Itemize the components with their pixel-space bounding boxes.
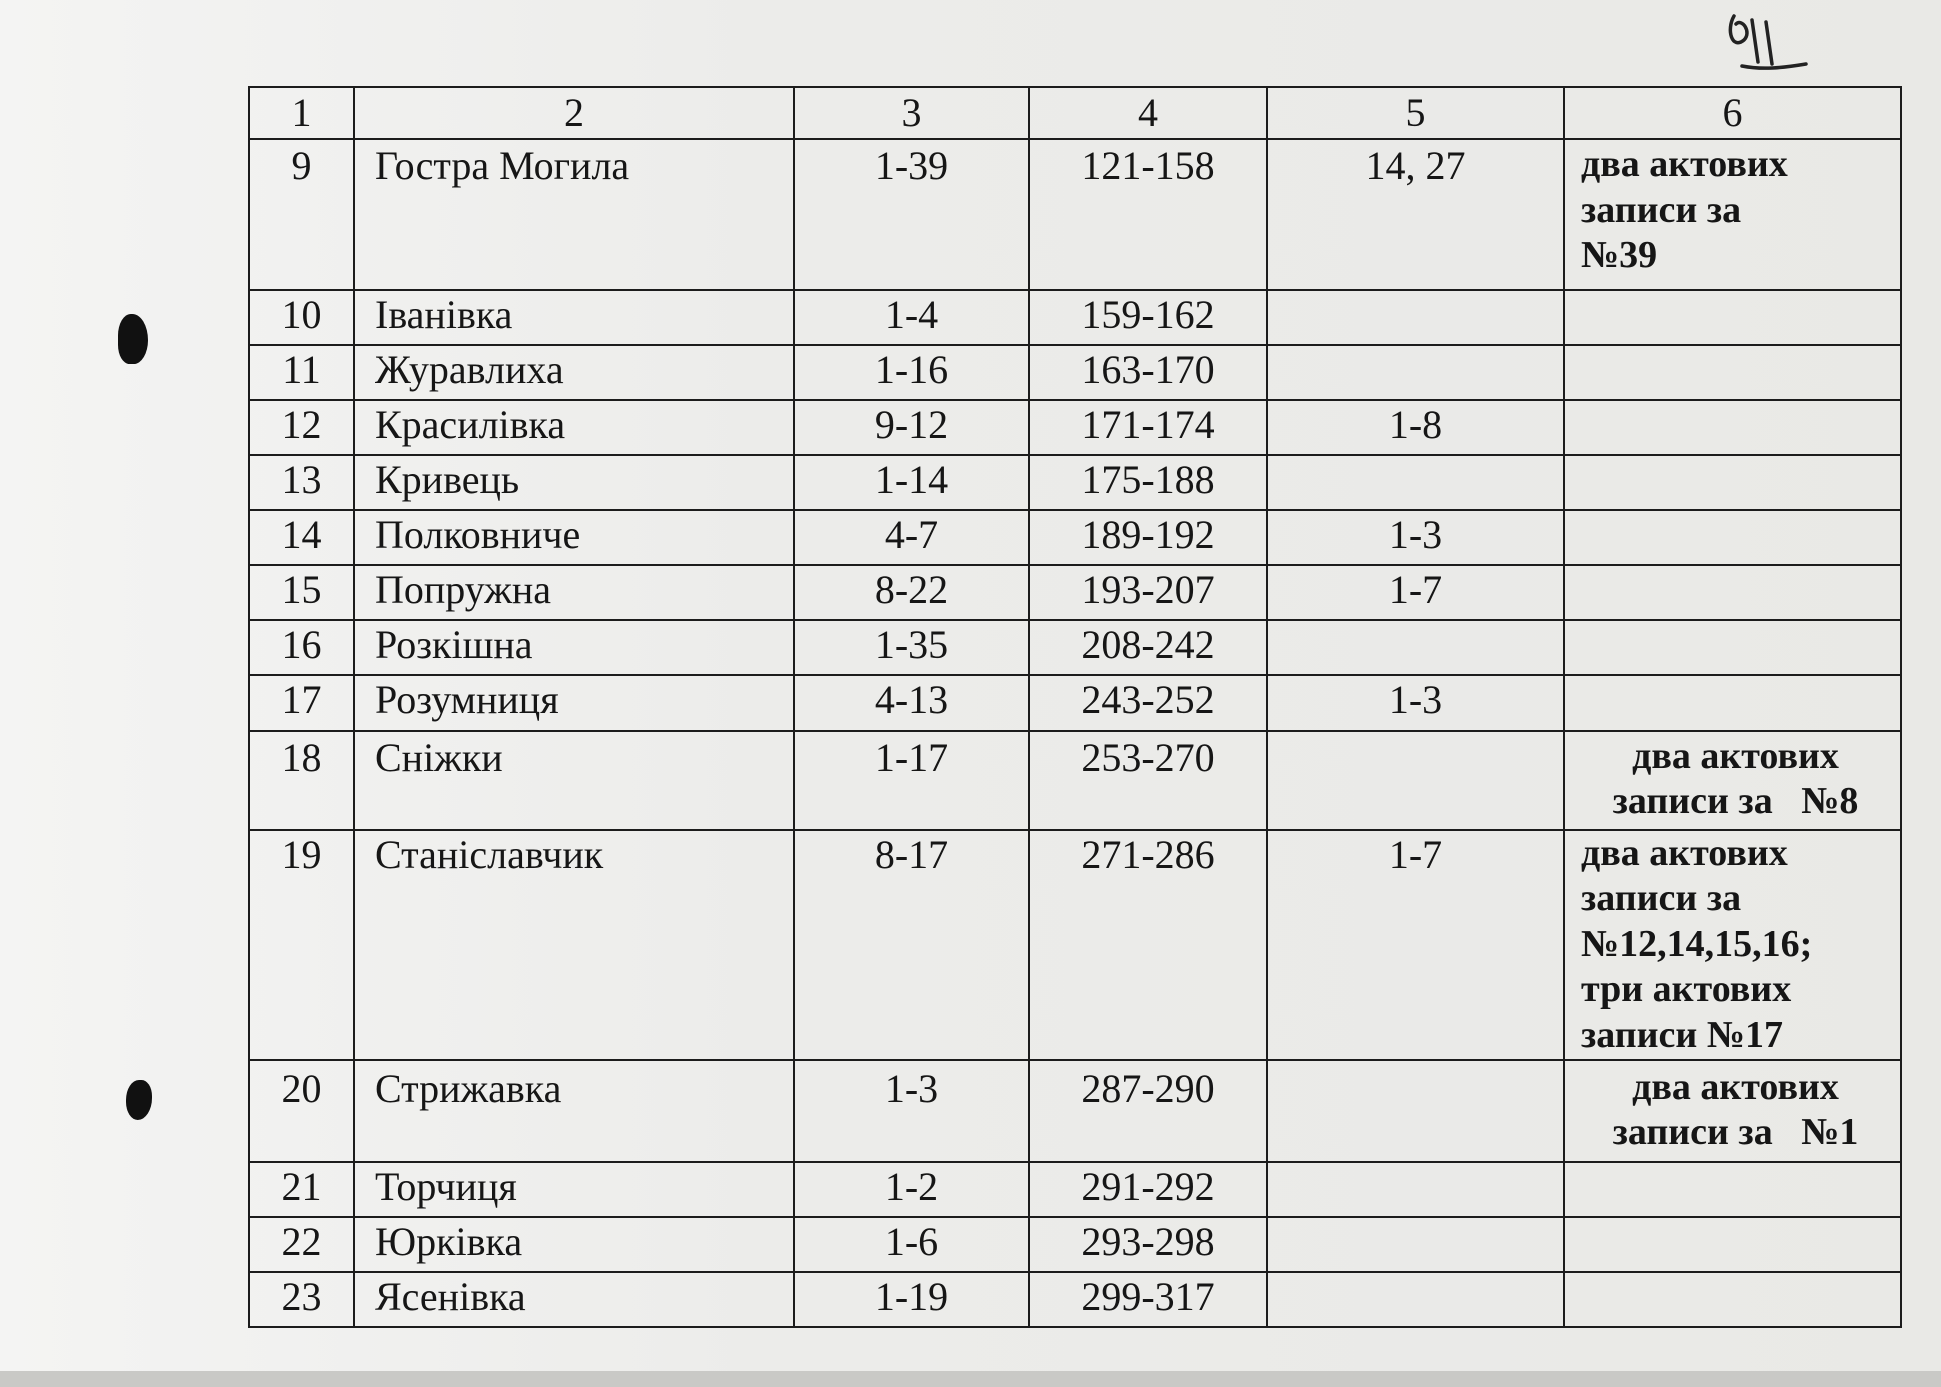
column-header: 4 (1029, 87, 1267, 139)
column-3-cell: 1-35 (794, 620, 1029, 675)
column-4-cell: 253-270 (1029, 731, 1267, 830)
table-row (249, 675, 1901, 730)
column-3-cell: 1-2 (794, 1162, 1029, 1217)
village-name-cell: Станіславчик (354, 830, 794, 1060)
note-cell (1564, 1217, 1901, 1272)
column-3-cell: 4-7 (794, 510, 1029, 565)
table-row (249, 1217, 1901, 1272)
column-3-cell: 1-3 (794, 1060, 1029, 1162)
scan-bottom-edge (0, 1371, 1941, 1387)
row-number-cell: 18 (249, 731, 354, 830)
column-4-cell: 175-188 (1029, 455, 1267, 510)
note-line: №39 (1581, 234, 1658, 277)
village-name-cell: Красилівка (354, 400, 794, 455)
note-line: №12,14,15,16; (1581, 922, 1813, 965)
register-table (248, 86, 1902, 1328)
column-header: 3 (794, 87, 1029, 139)
column-5-cell: 14, 27 (1267, 139, 1564, 290)
village-name-cell: Полковниче (354, 510, 794, 565)
village-name-cell: Журавлиха (354, 345, 794, 400)
column-5-cell: 1-7 (1267, 565, 1564, 620)
row-number-cell: 9 (249, 139, 354, 290)
column-5-cell: 1-3 (1267, 675, 1564, 730)
row-number-cell: 22 (249, 1217, 354, 1272)
column-4-cell: 193-207 (1029, 565, 1267, 620)
table-row (249, 620, 1901, 675)
note-line: три актових (1581, 968, 1792, 1011)
village-name-cell: Попружна (354, 565, 794, 620)
column-3-cell: 1-17 (794, 731, 1029, 830)
village-name-cell: Торчиця (354, 1162, 794, 1217)
note-line: записи за №1 (1612, 1111, 1859, 1154)
column-5-cell: 1-8 (1267, 400, 1564, 455)
row-number-cell: 14 (249, 510, 354, 565)
handwritten-page-number (1722, 10, 1812, 80)
table-row (249, 1272, 1901, 1327)
table-row (249, 731, 1901, 830)
column-5-cell (1267, 1217, 1564, 1272)
row-number-cell: 11 (249, 345, 354, 400)
note-cell (1564, 731, 1901, 830)
column-3-cell: 1-39 (794, 139, 1029, 290)
village-name-cell: Ясенівка (354, 1272, 794, 1327)
column-4-cell: 189-192 (1029, 510, 1267, 565)
note-cell (1564, 510, 1901, 565)
column-5-cell (1267, 731, 1564, 830)
table-row (249, 1060, 1901, 1162)
column-4-cell: 291-292 (1029, 1162, 1267, 1217)
column-header: 5 (1267, 87, 1564, 139)
column-5-cell (1267, 290, 1564, 345)
column-4-cell: 171-174 (1029, 400, 1267, 455)
note-cell (1564, 1272, 1901, 1327)
table-row (249, 1162, 1901, 1217)
column-3-cell: 1-19 (794, 1272, 1029, 1327)
column-header: 2 (354, 87, 794, 139)
village-name-cell: Розумниця (354, 675, 794, 730)
column-3-cell: 1-14 (794, 455, 1029, 510)
note-cell (1564, 565, 1901, 620)
column-5-cell (1267, 455, 1564, 510)
row-number-cell: 10 (249, 290, 354, 345)
row-number-cell: 17 (249, 675, 354, 730)
table-row (249, 455, 1901, 510)
column-5-cell (1267, 1162, 1564, 1217)
column-3-cell: 1-6 (794, 1217, 1029, 1272)
column-4-cell: 159-162 (1029, 290, 1267, 345)
column-4-cell: 299-317 (1029, 1272, 1267, 1327)
column-4-cell: 287-290 (1029, 1060, 1267, 1162)
note-line: два актових (1581, 831, 1788, 874)
column-4-cell: 163-170 (1029, 345, 1267, 400)
note-cell (1564, 400, 1901, 455)
note-line: записи за (1581, 188, 1742, 231)
row-number-cell: 20 (249, 1060, 354, 1162)
note-cell (1564, 830, 1901, 1060)
note-line: два актових (1632, 1065, 1839, 1108)
column-3-cell: 4-13 (794, 675, 1029, 730)
table-row (249, 400, 1901, 455)
column-5-cell: 1-7 (1267, 830, 1564, 1060)
column-5-cell: 1-3 (1267, 510, 1564, 565)
column-4-cell: 293-298 (1029, 1217, 1267, 1272)
punch-hole (118, 314, 148, 364)
note-cell (1564, 620, 1901, 675)
row-number-cell: 13 (249, 455, 354, 510)
column-3-cell: 8-22 (794, 565, 1029, 620)
village-name-cell: Гостра Могила (354, 139, 794, 290)
table-row (249, 565, 1901, 620)
village-name-cell: Кривець (354, 455, 794, 510)
row-number-cell: 16 (249, 620, 354, 675)
note-cell (1564, 455, 1901, 510)
note-line: записи №17 (1581, 1013, 1784, 1056)
table-row (249, 510, 1901, 565)
note-line: записи за №8 (1612, 780, 1859, 823)
village-name-cell: Стрижавка (354, 1060, 794, 1162)
table-row (249, 139, 1901, 290)
village-name-cell: Сніжки (354, 731, 794, 830)
table-row (249, 345, 1901, 400)
table-row (249, 830, 1901, 1060)
row-number-cell: 15 (249, 565, 354, 620)
column-3-cell: 1-16 (794, 345, 1029, 400)
row-number-cell: 23 (249, 1272, 354, 1327)
note-line: записи за (1581, 877, 1742, 920)
table-body (249, 139, 1901, 1327)
column-4-cell: 243-252 (1029, 675, 1267, 730)
table-row (249, 290, 1901, 345)
header-row (249, 87, 1901, 139)
punch-hole (126, 1080, 152, 1120)
row-number-cell: 21 (249, 1162, 354, 1217)
note-line: два актових (1581, 143, 1788, 185)
row-number-cell: 12 (249, 400, 354, 455)
column-3-cell: 9-12 (794, 400, 1029, 455)
note-cell (1564, 139, 1901, 290)
note-cell (1564, 290, 1901, 345)
column-5-cell (1267, 1060, 1564, 1162)
column-header: 6 (1564, 87, 1901, 139)
column-5-cell (1267, 345, 1564, 400)
note-cell (1564, 1060, 1901, 1162)
row-number-cell: 19 (249, 830, 354, 1060)
note-cell (1564, 345, 1901, 400)
village-name-cell: Розкішна (354, 620, 794, 675)
column-header: 1 (249, 87, 354, 139)
note-line: два актових (1632, 734, 1839, 777)
village-name-cell: Юрківка (354, 1217, 794, 1272)
column-4-cell: 271-286 (1029, 830, 1267, 1060)
note-cell (1564, 675, 1901, 730)
village-name-cell: Іванівка (354, 290, 794, 345)
column-4-cell: 208-242 (1029, 620, 1267, 675)
column-4-cell: 121-158 (1029, 139, 1267, 290)
column-5-cell (1267, 620, 1564, 675)
column-3-cell: 8-17 (794, 830, 1029, 1060)
column-3-cell: 1-4 (794, 290, 1029, 345)
column-5-cell (1267, 1272, 1564, 1327)
note-cell (1564, 1162, 1901, 1217)
